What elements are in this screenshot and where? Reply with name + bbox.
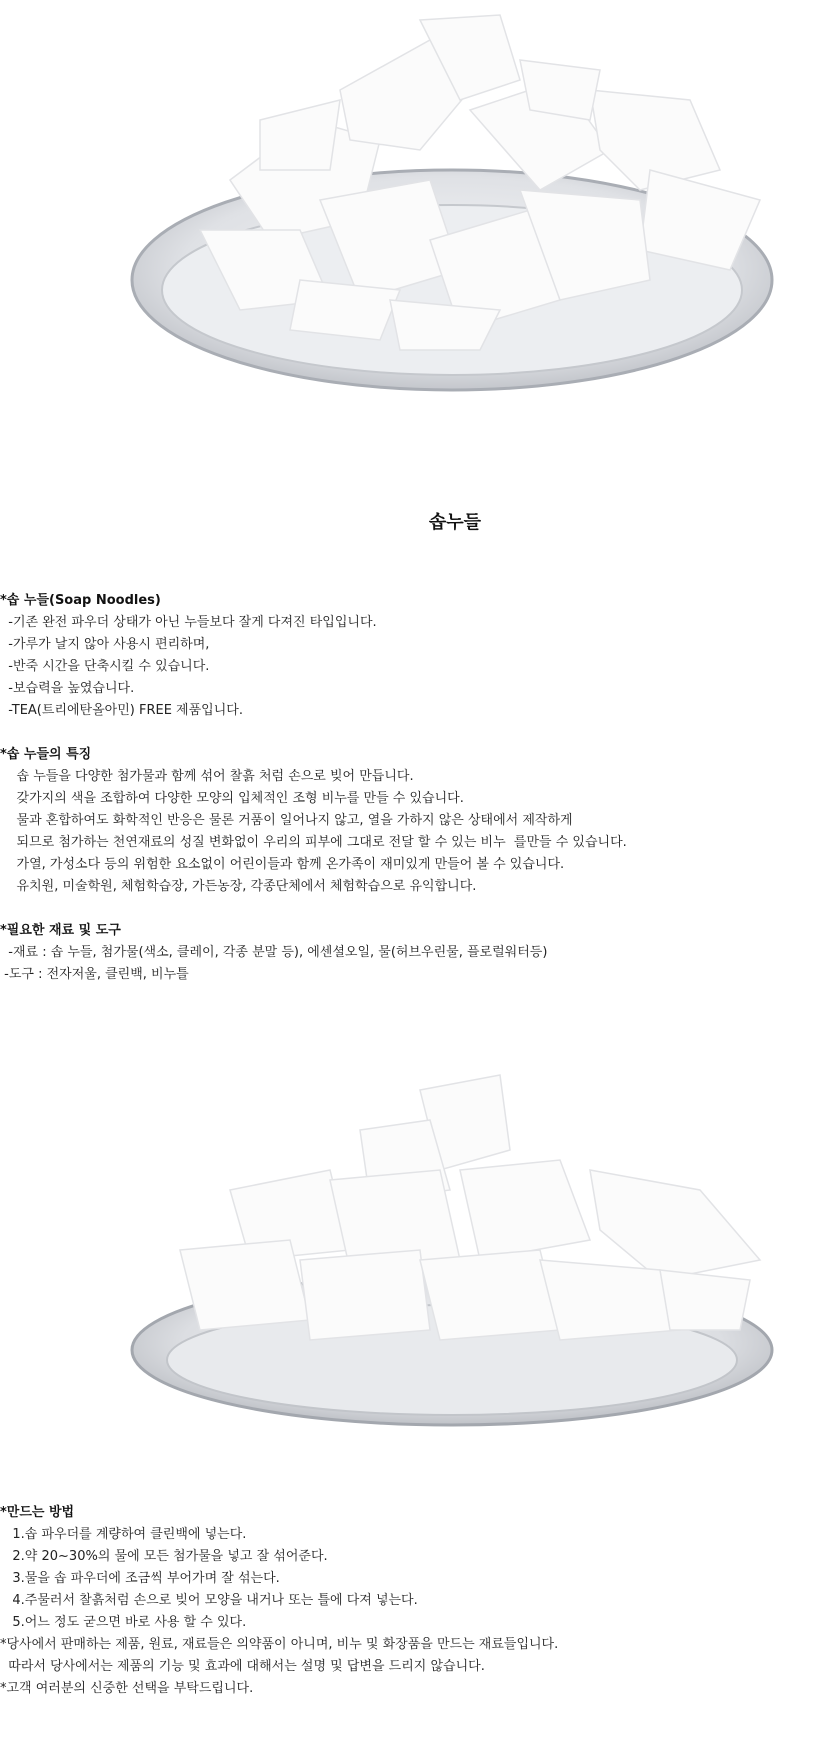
text-line: 4.주물러서 찰흙처럼 손으로 빚어 모양을 내거나 또는 틀에 다져 넣는다. (0, 1593, 418, 1608)
text-line: -보습력을 높였습니다. (0, 681, 135, 696)
section-features (0, 744, 627, 898)
text-line: 유치원, 미술학원, 체험학습장, 가든농장, 각종단체에서 체험학습으로 유익합니다. (0, 879, 477, 894)
section-materials-tools (0, 920, 547, 986)
product-photo-soap-noodles-1 (0, 0, 828, 450)
section-soap-noodles (0, 590, 377, 722)
page-title: 솝누들 (428, 512, 482, 533)
notice-line: *고객 여러분의 신중한 선택을 부탁드립니다. (0, 1681, 254, 1696)
section-how-to-make (0, 1502, 558, 1700)
section-heading: *만드는 방법 (0, 1505, 75, 1520)
text-line: 물과 혼합하여도 화학적인 반응은 물론 거품이 일어나지 않고, 열을 가하지 않은 상태에서 제작하게 (0, 813, 573, 828)
text-line: 갖가지의 색을 조합하여 다양한 모양의 입체적인 조형 비누를 만들 수 있습니다. (0, 791, 464, 806)
text-line: 5.어느 정도 굳으면 바로 사용 할 수 있다. (0, 1615, 247, 1630)
text-line: 1.솝 파우더를 계량하여 클린백에 넣는다. (0, 1527, 247, 1542)
notice-line: *당사에서 판매하는 제품, 원료, 재료들은 의약품이 아니며, 비누 및 화장품을 만드는 재료들입니다. (0, 1637, 559, 1652)
text-line: -반죽 시간을 단축시킬 수 있습니다. (0, 659, 210, 674)
text-line: -기존 완전 파우더 상태가 아닌 누들보다 잘게 다져진 타입입니다. (0, 615, 377, 630)
text-line: -TEA(트리에탄올아민) FREE 제품입니다. (0, 703, 243, 718)
text-line: 2.약 20~30%의 물에 모든 첨가물을 넣고 잘 섞어준다. (0, 1549, 328, 1564)
text-line: 3.물을 솝 파우더에 조금씩 부어가며 잘 섞는다. (0, 1571, 280, 1586)
text-line: -재료 : 솝 누들, 첨가물(색소, 클레이, 각종 분말 등), 에센셜오일, 물(허브우린물, 플로럴워터등) (0, 945, 548, 960)
text-line: 솝 누들을 다양한 첨가물과 함께 섞어 찰흙 처럼 손으로 빚어 만듭니다. (0, 769, 414, 784)
section-heading: *솝 누들의 특징 (0, 747, 92, 762)
section-heading: *솝 누들(Soap Noodles) (0, 593, 161, 608)
product-photo-soap-noodles-2 (0, 1060, 828, 1510)
text-line: -도구 : 전자저울, 클린백, 비누틀 (0, 967, 189, 982)
text-line: 되므로 첨가하는 천연재료의 성질 변화없이 우리의 피부에 그대로 전달 할 수 있는 비누 를만들 수 있습니다. (0, 835, 627, 850)
text-line: -가루가 날지 않아 사용시 편리하며, (0, 637, 210, 652)
notice-line: 따라서 당사에서는 제품의 기능 및 효과에 대해서는 설명 및 답변을 드리지 않습니다. (0, 1659, 485, 1674)
text-line: 가열, 가성소다 등의 위험한 요소없이 어린이들과 함께 온가족이 재미있게 만들어 볼 수 있습니다. (0, 857, 565, 872)
section-heading: *필요한 재료 및 도구 (0, 923, 121, 938)
